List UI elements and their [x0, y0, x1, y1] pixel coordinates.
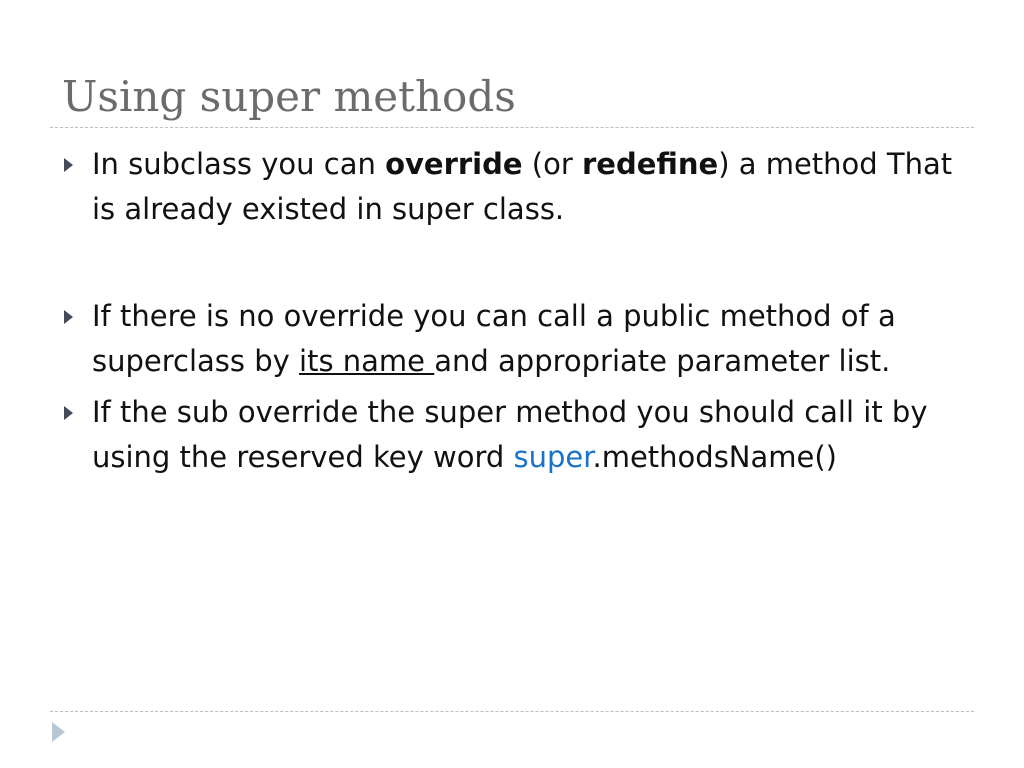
bullet-item: [60, 294, 970, 384]
bullet-text: [92, 147, 952, 226]
bullet-text-run: If the sub override the super method you should call it by using the reserved key word: [92, 395, 928, 474]
triangle-right-icon: [64, 158, 73, 172]
bullet-text: [92, 299, 896, 378]
bullet-text-run: .methodsName(): [592, 440, 837, 474]
bullet-item: [60, 390, 970, 480]
triangle-right-icon: [64, 310, 73, 324]
bullet-text: [92, 395, 927, 474]
bullet-list: [60, 142, 970, 480]
bold-term-override: override: [385, 147, 523, 181]
bullet-text-run: (or: [522, 147, 582, 181]
bold-term-redefine: redefine: [581, 147, 719, 181]
bullet-text-run: If there is no override you can call a public method of a superclass by: [92, 299, 896, 378]
bullet-text-run: In subclass you can: [92, 147, 386, 181]
footer-divider: [50, 711, 974, 712]
slide-title: Using super methods: [62, 72, 516, 121]
play-arrow-icon[interactable]: [52, 722, 65, 742]
title-divider: [50, 127, 974, 128]
underlined-phrase: its name: [299, 344, 435, 378]
bullet-text-run: and appropriate parameter list.: [434, 344, 891, 378]
bullet-text-run: ) a method That is already existed in super class.: [92, 147, 953, 226]
bullet-item: [60, 142, 970, 232]
triangle-right-icon: [64, 406, 73, 420]
keyword-super: super: [513, 440, 593, 474]
